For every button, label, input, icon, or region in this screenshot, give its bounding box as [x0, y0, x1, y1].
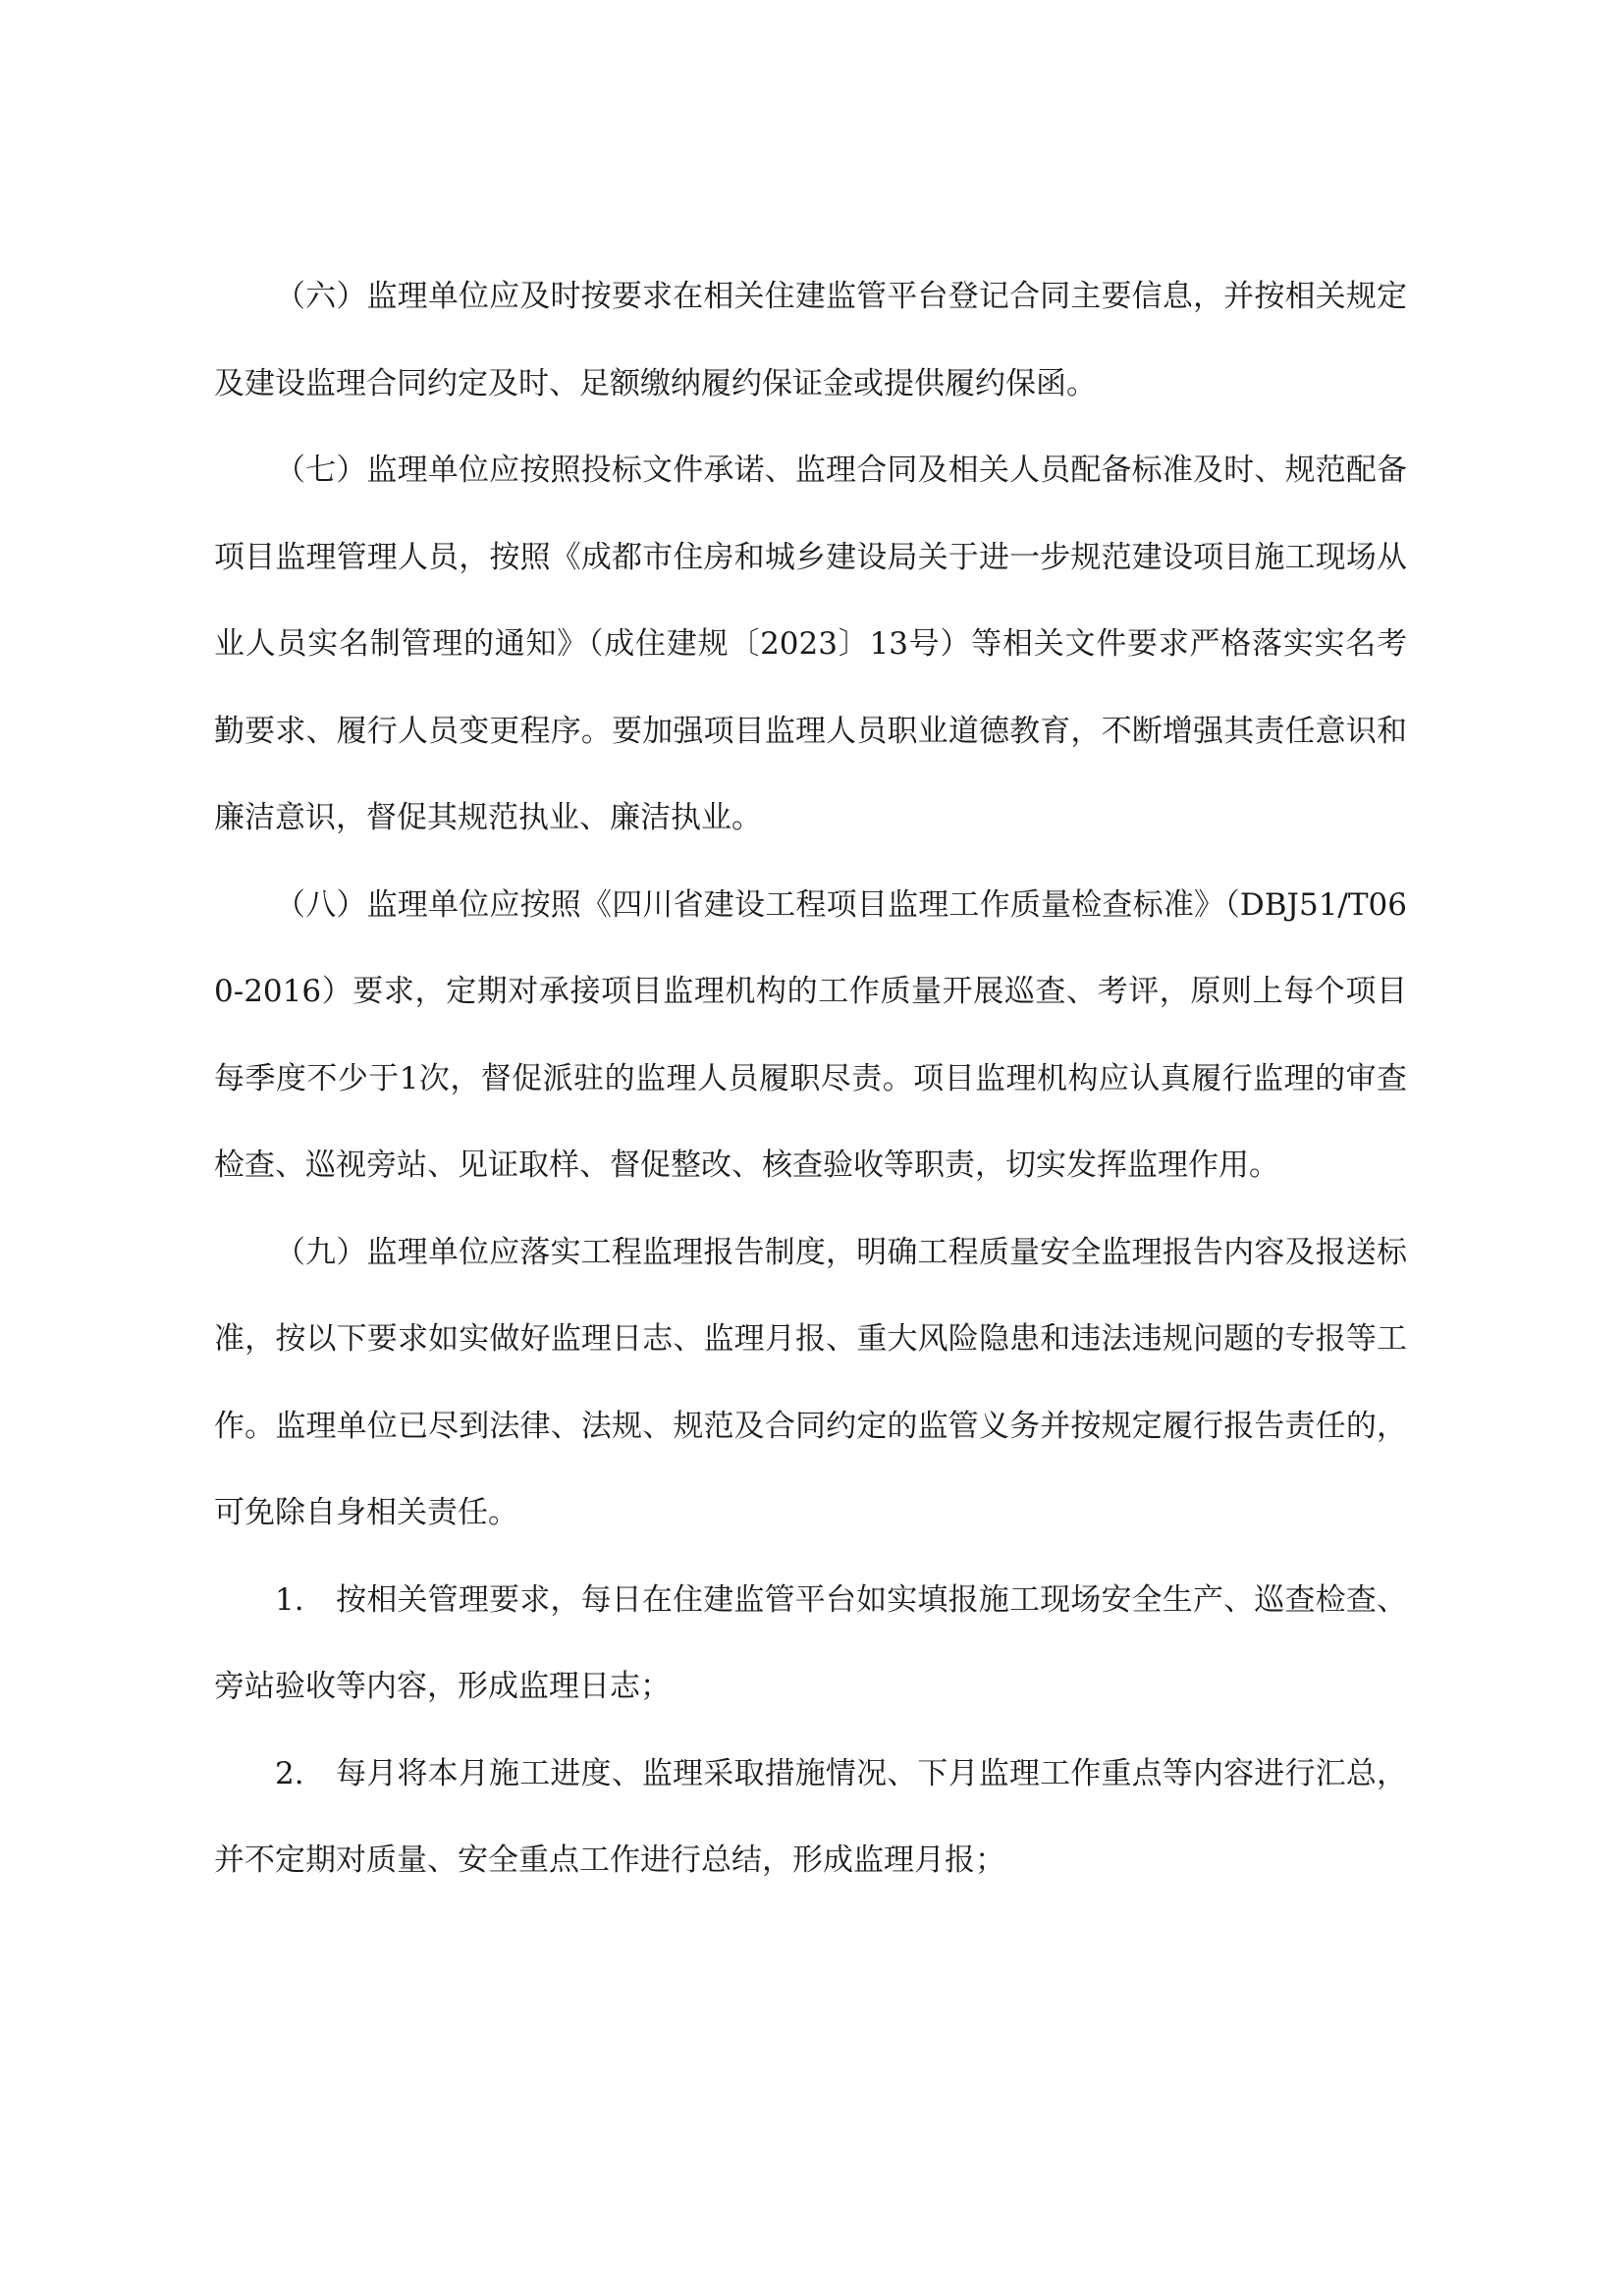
list-item-1 [214, 1557, 1407, 1731]
list-item-text: 每月将本月施工进度、监理采取措施情况、下月监理工作重点等内容进行汇总，并不定期对质量、安全重点工作进行总结，形成监理月报； [214, 1755, 1407, 1878]
list-item-number: 1. [275, 1581, 304, 1618]
paragraph-6: （六）监理单位应及时按要求在相关住建监管平台登记合同主要信息，并按相关规定及建设监理合同约定及时、足额缴纳履约保证金或提供履约保函。 [214, 279, 1407, 401]
paragraph-7: （七）监理单位应按照投标文件承诺、监理合同及相关人员配备标准及时、规范配备项目监理管理人员，按照《成都市住房和城乡建设局关于进一步规范建设项目施工现场从业人员实名制管理的通知》（成住建规〔2023〕13号）等相关文件要求严格落实实名考勤要求、履行人员变更程序。要加强项目监理人员职业道德教育，不断增强其责任意识和廉洁意识，督促其规范执业、廉洁执业。 [214, 453, 1407, 835]
list-item-text: 按相关管理要求，每日在住建监管平台如实填报施工现场安全生产、巡查检查、旁站验收等内容，形成监理日志； [214, 1581, 1407, 1704]
list-item-number: 2. [275, 1755, 304, 1791]
paragraph-9: （九）监理单位应落实工程监理报告制度，明确工程质量安全监理报告内容及报送标准，按以下要求如实做好监理日志、监理月报、重大风险隐患和违法违规问题的专报等工作。监理单位已尽到法律、法规、规范及合同约定的监管义务并按规定履行报告责任的，可免除自身相关责任。 [214, 1234, 1407, 1530]
paragraph-8: （八）监理单位应按照《四川省建设工程项目监理工作质量检查标准》（DBJ51/T060-2016）要求，定期对承接项目监理机构的工作质量开展巡查、考评，原则上每个项目每季度不少于1次，督促派驻的监理人员履职尽责。项目监理机构应认真履行监理的审查检查、巡视旁站、见证取样、督促整改、核查验收等职责，切实发挥监理作用。 [214, 886, 1407, 1183]
list-item-2 [214, 1731, 1407, 1904]
document-body [214, 253, 1407, 1904]
